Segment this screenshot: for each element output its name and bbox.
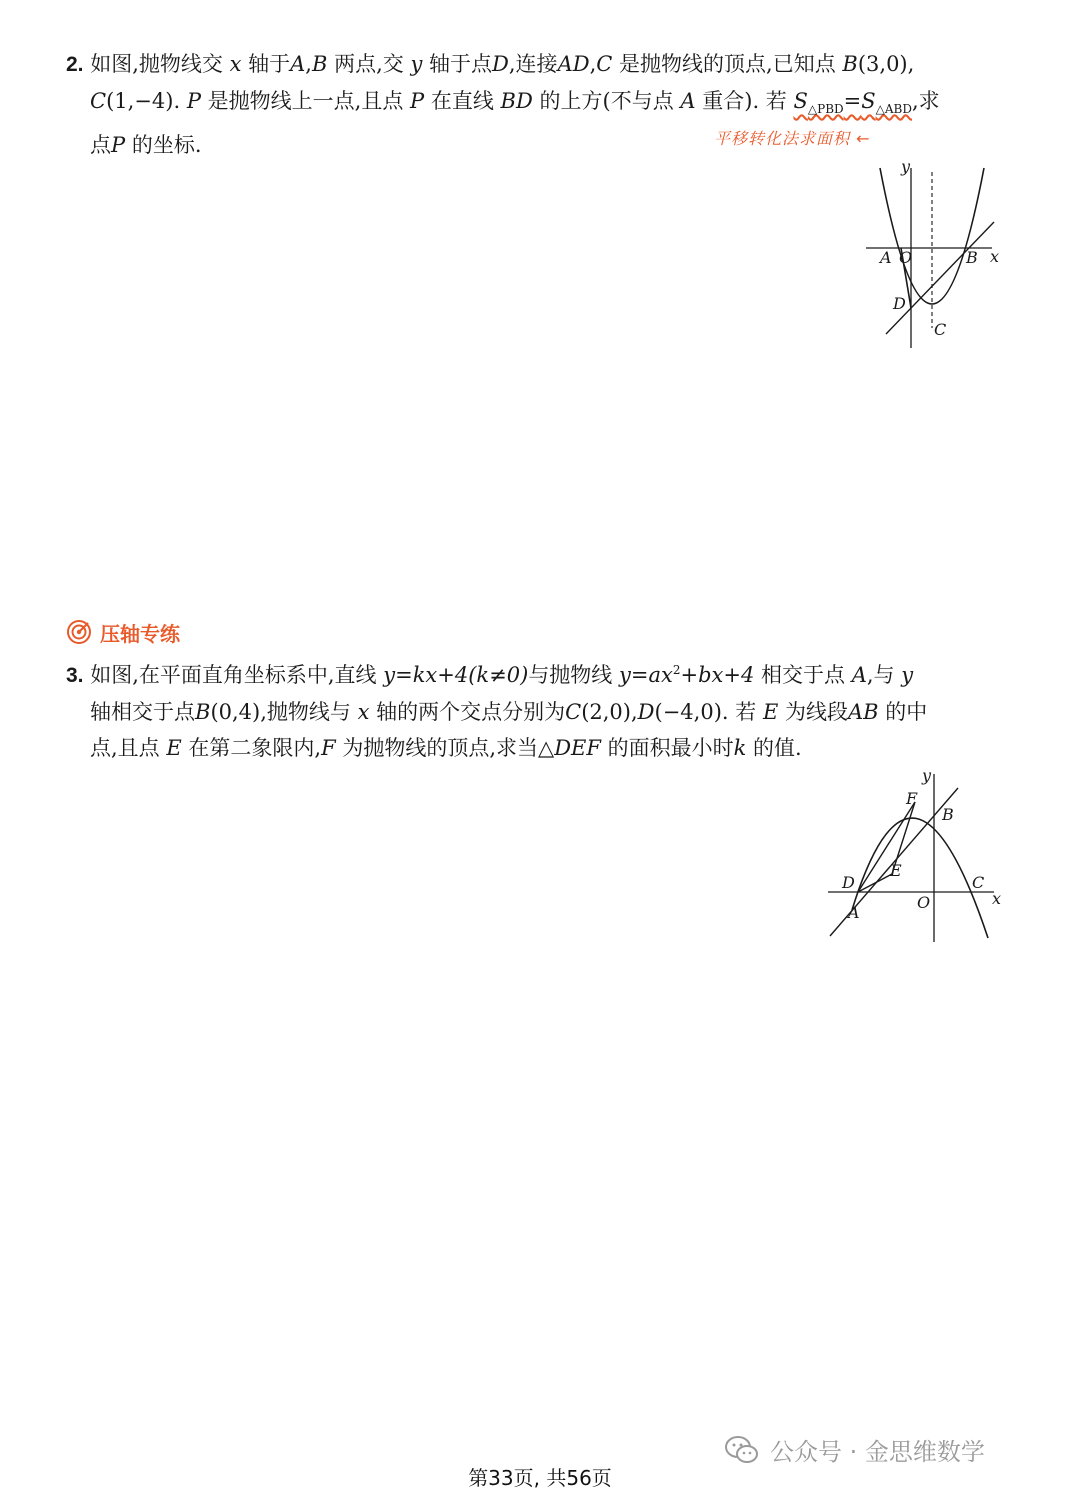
target-icon	[66, 619, 92, 645]
q3-line-1: 3. 如图,在平面直角坐标系中,直线 y=kx+4(k≠0)与抛物线 $y=ax^2+bx+4$ 相交于点 A,与 y	[66, 663, 914, 687]
area-equation: $S_{\triangle PBD}=S_{\triangle ABD}$	[793, 89, 912, 117]
q3-label-c: C	[972, 873, 985, 892]
wechat-icon	[724, 1435, 760, 1465]
section-header	[66, 616, 180, 648]
q3-parabola	[852, 818, 988, 938]
watermark-text: 公众号 · 金思维数学	[770, 1438, 985, 1466]
q3-label-a: A	[848, 903, 860, 922]
q2-label-d: D	[893, 294, 906, 313]
q2-label-o: O	[899, 248, 913, 267]
q3-number: 3.	[66, 664, 84, 687]
q2-label-x: x	[990, 247, 1000, 266]
q2-label-a: A	[880, 248, 892, 267]
q3-label-b: B	[942, 805, 954, 824]
q2-figure	[860, 150, 1010, 355]
q3-figure	[822, 766, 1012, 946]
q3-label-o: O	[917, 893, 931, 912]
page-footer: 第33页, 共56页	[468, 1466, 612, 1490]
q2-number: 2.	[66, 53, 84, 76]
q2-line-bd	[886, 222, 994, 334]
section-title: 压轴专练	[100, 621, 180, 646]
q2-line-2: C(1,−4). P 是抛物线上一点,且点 P 在直线 BD 的上方(不与点 A 重合). 若 $S_{\triangle PBD}=S_{\triangle ABD}$,求	[90, 89, 940, 117]
method-note: 平移转化法求面积 ←	[714, 129, 871, 148]
q2-label-b: B	[966, 248, 978, 267]
q3-label-e: E	[890, 861, 902, 880]
q2-line-3: 点P 的坐标.	[90, 133, 202, 158]
question-3	[66, 652, 1012, 766]
q2-label-c: C	[934, 320, 947, 339]
q3-line-2: 轴相交于点B(0,4),抛物线与 x 轴的两个交点分别为C(2,0),D(−4,0). 若 E 为线段AB 的中	[90, 700, 928, 724]
q2-line-1: 2. 如图,抛物线交 x 轴于A,B 两点,交 y 轴于点D,连接AD,C 是抛物线的顶点,已知点 B(3,0),	[66, 52, 915, 76]
q3-line-3: 点,且点 E 在第二象限内,F 为抛物线的顶点,求当△DEF 的面积最小时k 的值.	[90, 736, 802, 760]
q2-label-y: y	[901, 157, 911, 176]
q3-label-x: x	[992, 889, 1002, 908]
q3-label-d: D	[842, 873, 855, 892]
q3-label-y: y	[922, 766, 932, 785]
q3-label-f: F	[906, 789, 918, 808]
